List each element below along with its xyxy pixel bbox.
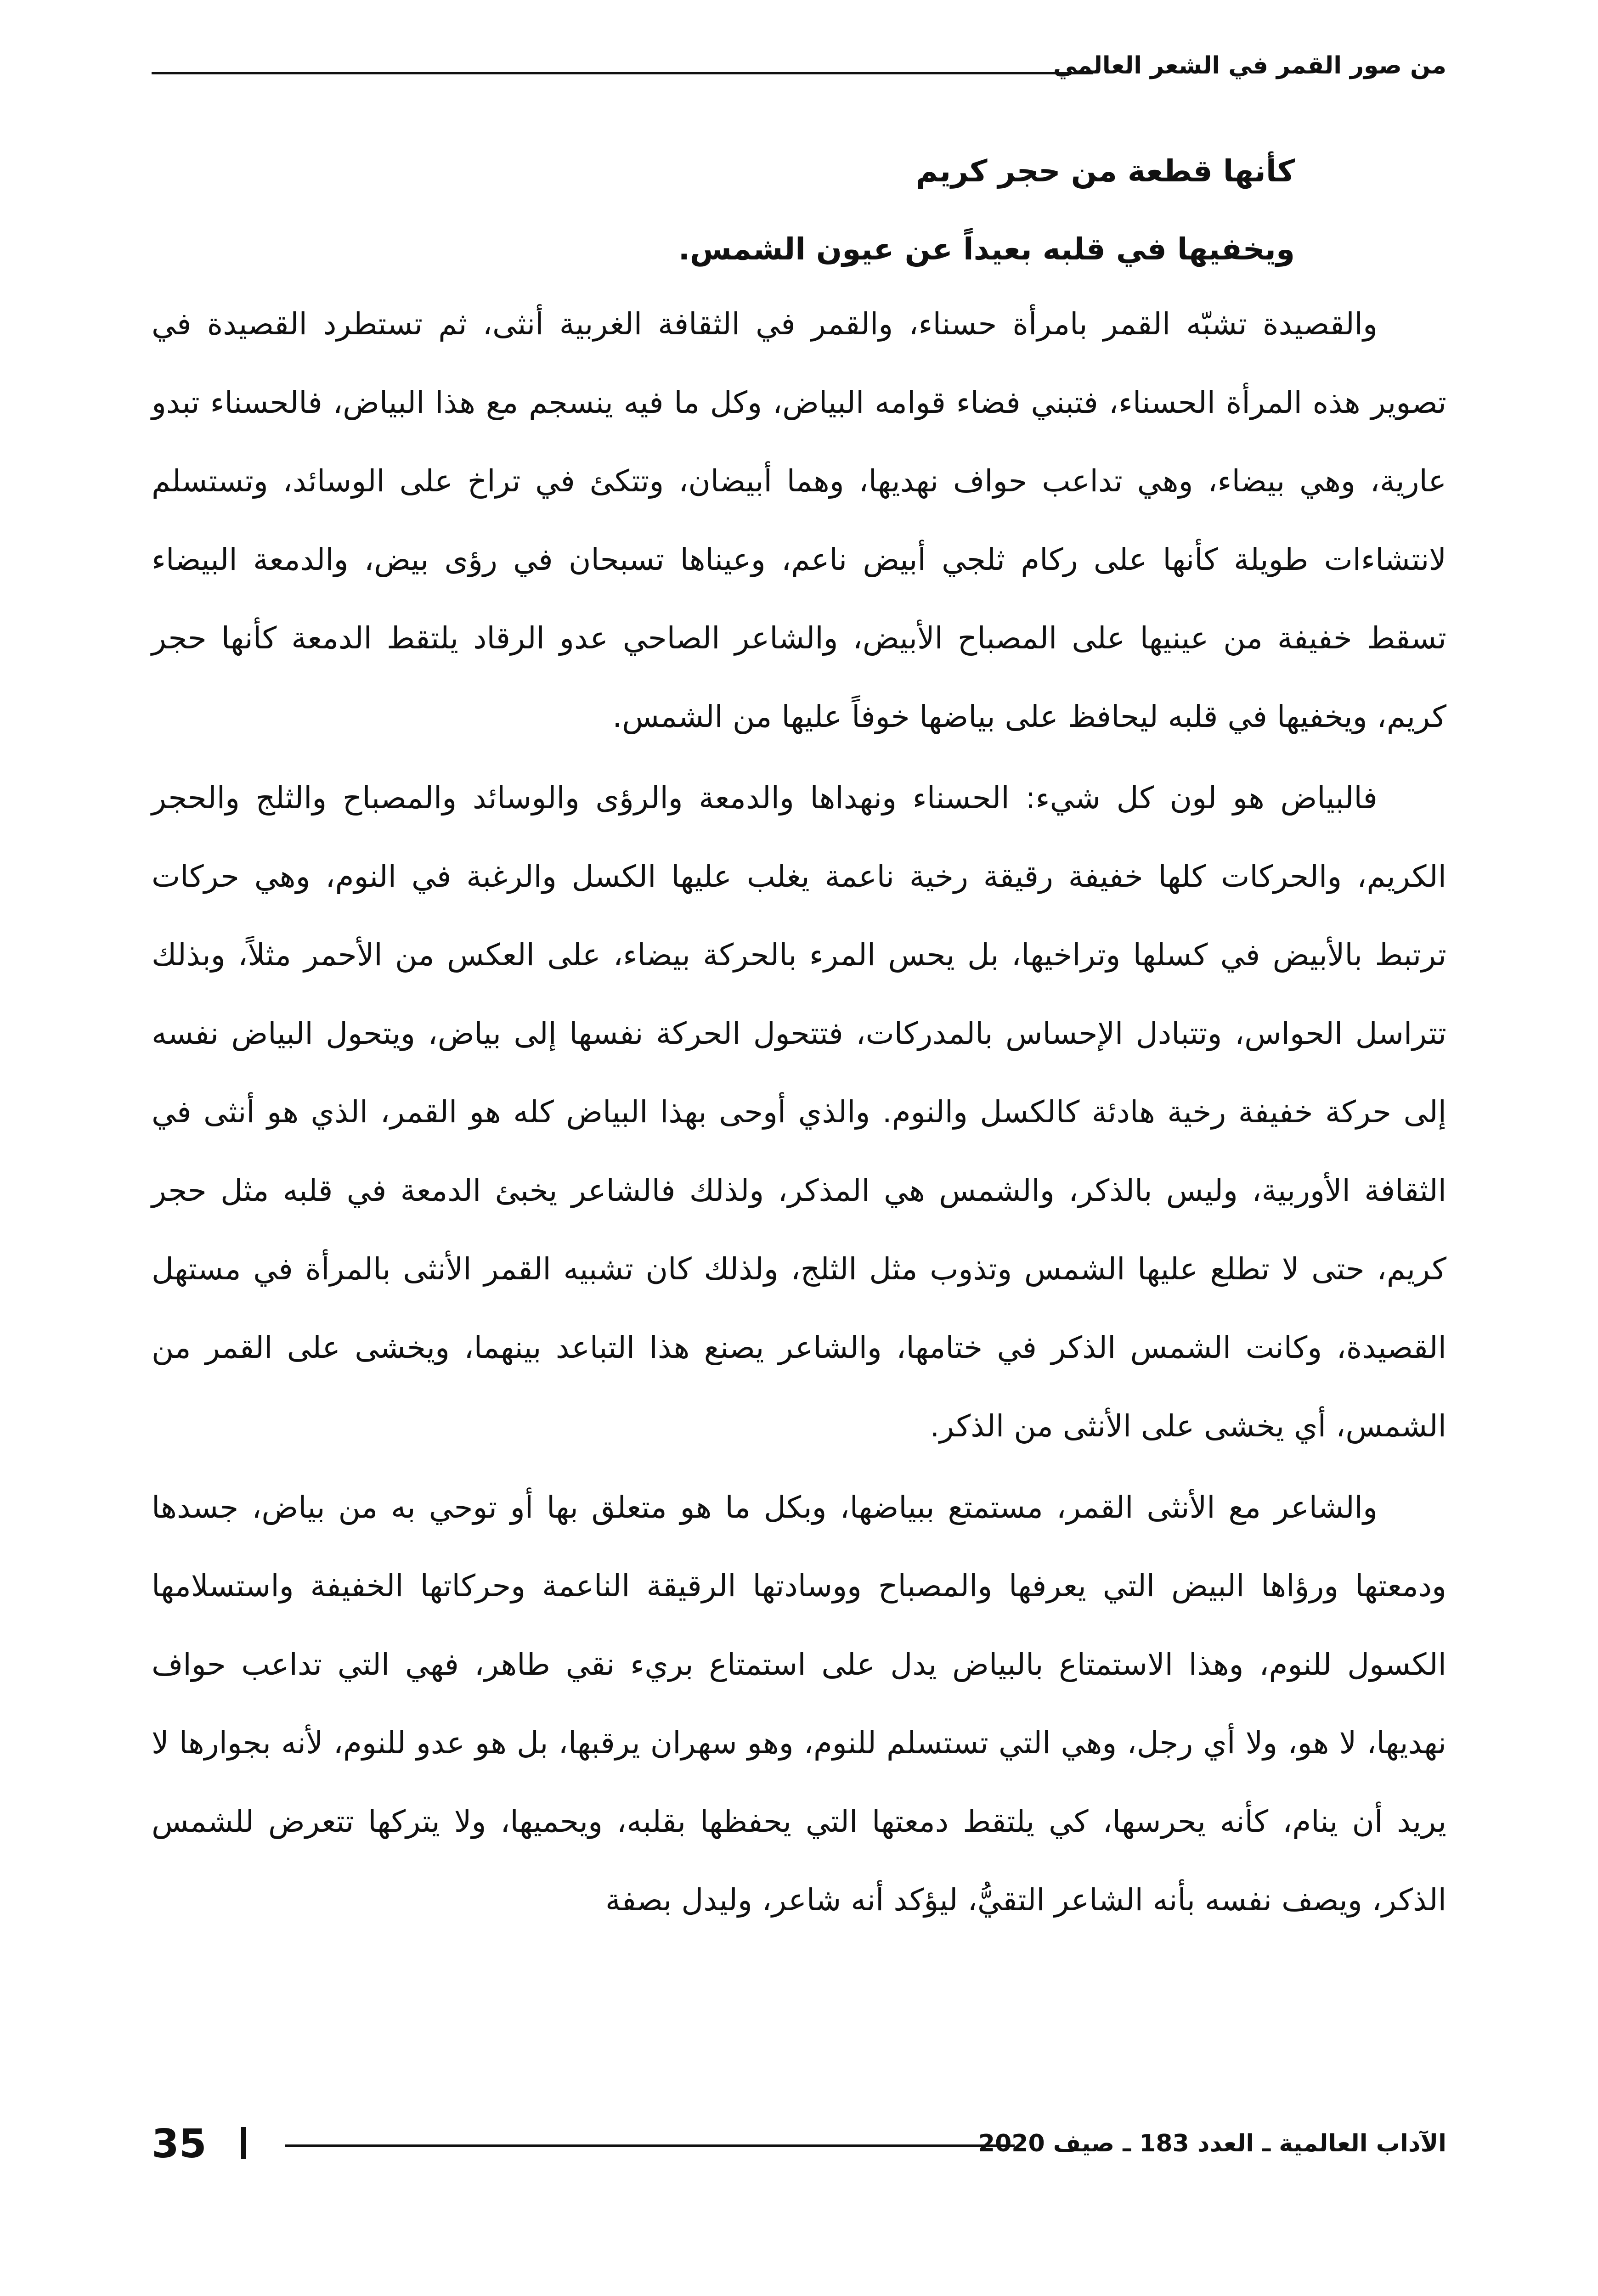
verse-line-1: كأنها قطعة من حجر كريم bbox=[915, 153, 1295, 189]
page-footer bbox=[152, 2122, 1446, 2172]
paragraph-3: والشاعر مع الأنثى القمر، مستمتع ببياضها، وبكل ما هو متعلق بها أو توحي به من بياض، جسدها ودمعتها ورؤاها البيض التي يعرفها والمصباح ووسادتها الرقيقة الناعمة وحركاتها الخفيفة واستسلامها الكسول للنوم، وهذا الاستمتاع بالبياض يدل على استمتاع بريء نقي طاهر، فهي التي تداعب حواف نهديها، لا هو، ولا أي رجل، وهي التي تستسلم للنوم، وهو سهران يرقبها، بل هو عدو للنوم، لأنه بجوارها لا يريد أن ينام، كأنه يحرسها، كي يلتقط دمعتها التي يحفظها بقلبه، ويحميها، ولا يتركها تتعرض للشمس الذكر، ويصف نفسه بأنه الشاعر التقيُّ، ليؤكد أنه شاعر، وليدل بصفة bbox=[152, 1490, 1446, 1918]
body-text bbox=[152, 285, 1446, 1942]
verse-line-2: ويخفيها في قلبه بعيداً عن عيون الشمس. bbox=[678, 231, 1295, 267]
footer-rule bbox=[285, 2144, 1015, 2147]
paragraph-2: فالبياض هو لون كل شيء: الحسناء ونهداها والدمعة والرؤى والوسائد والمصباح والثلج والحجر الكريم، والحركات كلها خفيفة رقيقة رخية ناعمة يغلب عليها الكسل والرغبة في النوم، وهي حركات ترتبط بالأبيض في كسلها وتراخيها، بل يحس المرء بالحركة بيضاء، على العكس من الأحمر مثلاً، وبذلك تتراسل الحواس، وتتبادل الإحساس بالمدركات، فتتحول الحركة نفسها إلى بياض، ويتحول البياض نفسه إلى حركة خفيفة رخية هادئة كالكسل والنوم. والذي أوحى بهذا البياض كله هو القمر، الذي هو أنثى في الثقافة الأوربية، وليس بالذكر، والشمس هي المذكر، ولذلك فالشاعر يخبئ الدمعة في قلبه مثل حجر كريم، حتى لا تطلع عليها الشمس وتذوب مثل الثلج، ولذلك كان تشبيه القمر الأنثى بالمرأة في مستهل القصيدة، وكانت الشمس الذكر في ختامها، والشاعر يصنع هذا التباعد بينهما، ويخشى على القمر من الشمس، أي يخشى على الأنثى من الذكر. bbox=[152, 780, 1446, 1444]
running-header bbox=[152, 48, 1446, 90]
paragraph-1: والقصيدة تشبّه القمر بامرأة حسناء، والقمر في الثقافة الغربية أنثى، ثم تستطرد القصيدة في تصوير هذه المرأة الحسناء، فتبني فضاء قوامه البياض، وكل ما فيه ينسجم مع هذا البياض، فالحسناء تبدو عارية، وهي بيضاء، وهي تداعب حواف نهديها، وهما أبيضان، وتتكئ في تراخ على الوسائد، وتستسلم لانتشاءات طويلة كأنها على ركام ثلجي أبيض ناعم، وعيناها تسبحان في رؤى بيض، والدمعة البيضاء تسقط خفيفة من عينيها على المصباح الأبيض، والشاعر الصاحي عدو الرقاد يلتقط الدمعة كأنها حجر كريم، ويخفيها في قلبه ليحافظ على بياضها خوفاً عليها من الشمس. bbox=[152, 306, 1446, 734]
page-number: 35 bbox=[152, 2121, 207, 2167]
running-title: من صور القمر في الشعر العالمي bbox=[1053, 52, 1446, 79]
header-rule bbox=[152, 72, 1093, 74]
footer-separator-bar bbox=[241, 2127, 246, 2159]
journal-reference: الآداب العالمية ـ العدد 183 ـ صيف 2020 bbox=[978, 2130, 1446, 2157]
